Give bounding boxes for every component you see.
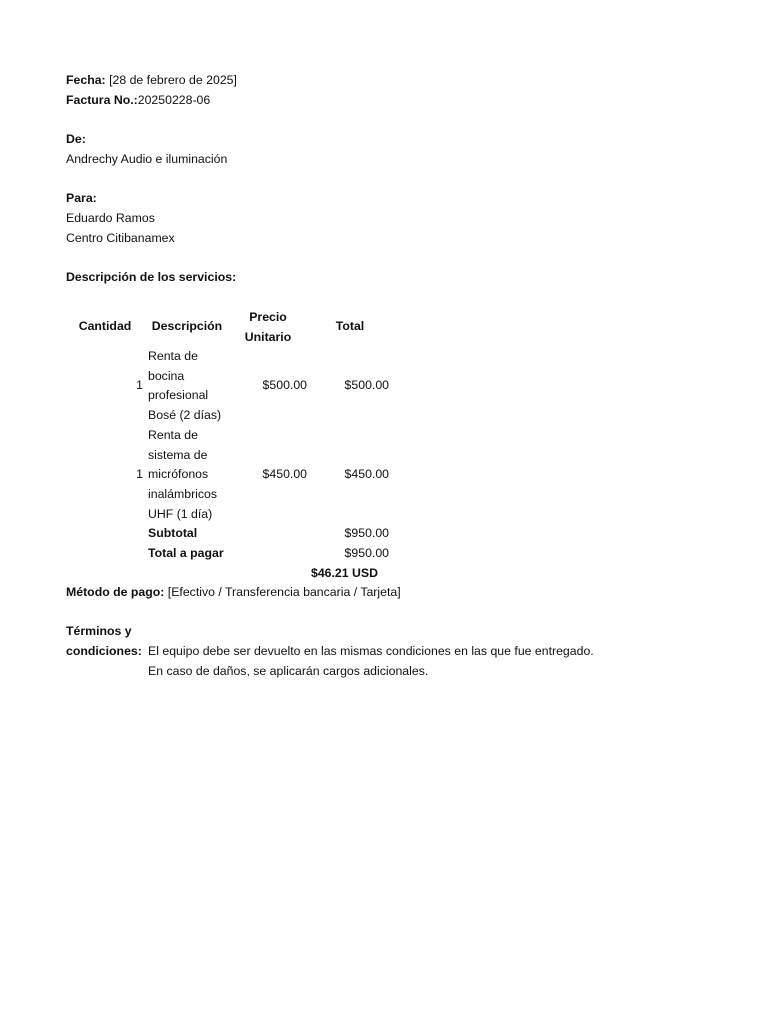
terms-label-line-2: condiciones: (66, 644, 142, 658)
payment-method-value: [Efectivo / Transferencia bancaria / Tarjeta] (167, 585, 401, 599)
row-1-descripcion-line-4: Bosé (2 días) (148, 408, 222, 422)
invoice-number (66, 91, 210, 111)
header-cantidad: Cantidad (78, 319, 132, 333)
row-2-descripcion-line-1: Renta de (148, 428, 198, 442)
row-2-descripcion-line-5: UHF (1 día) (148, 507, 213, 521)
row-1-total: $500.00 (344, 378, 389, 392)
terms-text-line-2: En caso de daños, se aplicarán cargos adicionales. (148, 664, 429, 678)
row-2-descripcion-line-3: micrófonos (148, 467, 209, 481)
row-2-total: $450.00 (344, 467, 389, 481)
invoice-date (66, 71, 237, 91)
invoice-number-value: 20250228-06 (137, 93, 211, 107)
total-usd-value: $46.21 USD (311, 566, 378, 580)
payment-method-label: Método de pago: (66, 585, 165, 599)
to-name: Eduardo Ramos (66, 211, 155, 225)
total-value: $950.00 (344, 546, 389, 560)
row-2-descripcion-line-2: sistema de (148, 448, 208, 462)
from-label: De: (66, 132, 86, 146)
row-1-cantidad: 1 (136, 378, 143, 392)
header-total: Total (335, 319, 365, 333)
row-1-descripcion-line-3: profesional (148, 388, 209, 402)
to-label: Para: (66, 191, 97, 205)
invoice-number-label: Factura No.: (66, 93, 138, 107)
terms-label-line-1: Términos y (66, 624, 132, 638)
row-2-descripcion-line-4: inalámbricos (148, 487, 218, 501)
total-label: Total a pagar (148, 546, 224, 560)
subtotal-value: $950.00 (344, 526, 389, 540)
row-1-descripcion-line-2: bocina (148, 369, 185, 383)
invoice-date-value: [28 de febrero de 2025] (109, 73, 237, 87)
header-precio-line1: Precio (249, 310, 287, 324)
terms-text-line-1: El equipo debe ser devuelto en las mismas condiciones en las que fue entregado. (148, 644, 594, 658)
header-descripcion: Descripción (151, 319, 223, 333)
subtotal-label: Subtotal (148, 526, 198, 540)
from-name: Andrechy Audio e iluminación (66, 152, 228, 166)
row-1-precio: $500.00 (262, 378, 307, 392)
services-title: Descripción de los servicios: (66, 270, 237, 284)
row-2-cantidad: 1 (136, 467, 143, 481)
invoice-date-label: Fecha: (66, 73, 106, 87)
row-1-descripcion-line-1: Renta de (148, 349, 198, 363)
to-company: Centro Citibanamex (66, 231, 175, 245)
header-precio-line2: Unitario (244, 330, 292, 344)
payment-method (66, 583, 401, 603)
row-2-precio: $450.00 (262, 467, 307, 481)
